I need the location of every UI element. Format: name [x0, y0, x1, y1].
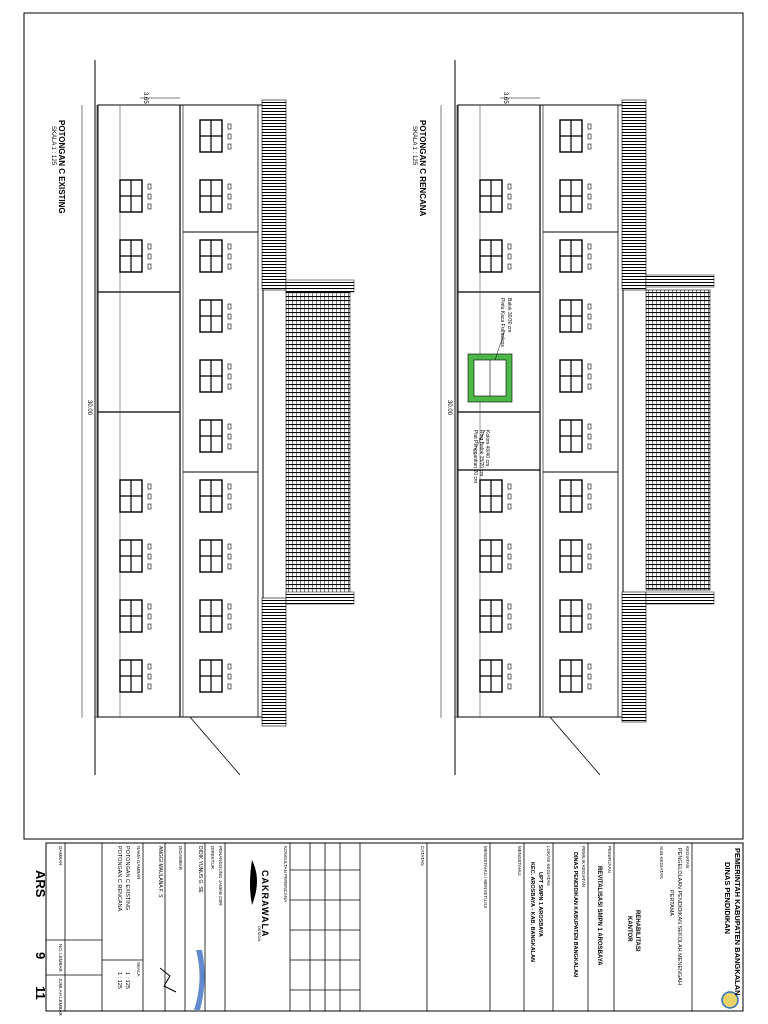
kode-label: GAMBAR: [58, 846, 63, 866]
jumlah-label: JUMLAH LEMBAR: [58, 978, 63, 1016]
existing-dim-top: 3.65: [142, 92, 148, 104]
pemilik-label: PEMILIK KEGIATAN: [581, 846, 586, 888]
lokasi-label: LOKASI KEGIATAN: [546, 846, 551, 886]
skala-label: SKALA: [136, 962, 141, 977]
existing-dim-total: 30.00: [86, 400, 92, 416]
pemilik-value: DINAS PENDIDIKAN KABUPATEN BANGKALAN: [572, 852, 578, 978]
direktur-name: DIDIK YUNUS G. SE: [197, 846, 203, 893]
direktur-label: DIREKTUR: [210, 846, 215, 870]
lokasi-value-1: UPT SMPN 1 AROSBAYA: [537, 872, 543, 937]
no-lembar-label: NO. LEMBAR: [58, 944, 63, 972]
konsultan-small: DESIGN: [257, 926, 262, 942]
pekerjaan-value: REVITALISASI SMPN 1 AROSBAYA: [596, 866, 602, 966]
signature-icon: [160, 968, 176, 992]
note-kolom: Kolom 40/40 cm: [484, 430, 490, 467]
mengetahui-menyetujui-label: MENGETAHUI / MENYETUJUI: [483, 846, 488, 909]
skala-2: 1 : 125: [116, 972, 122, 989]
rencana-scale: SKALA 1 : 125: [411, 126, 417, 166]
konsultan-label: KONSULTAN PERENCANA: [283, 846, 288, 903]
nama-gambar-label: NAMA GAMBAR: [136, 846, 141, 880]
existing-scale: SKALA 1 : 125: [50, 126, 56, 166]
mengetahui-label: MENGETAHUI: [517, 846, 522, 876]
jumlah-value: 11: [33, 986, 48, 1000]
kegiatan-label: KEGIATAN: [685, 846, 690, 869]
subkegiatan-value-1: REHABILITASI: [634, 910, 640, 952]
consultant-logo-icon: [250, 860, 257, 905]
rencana-title: POTONGAN C RENCANA: [418, 120, 427, 217]
note-pintu: Pintu Kaca Frameless: [499, 298, 505, 347]
note-ring-balok: Ring Balok 15/20 cm: [478, 430, 484, 477]
digambar-label: DIGAMBAR: [178, 846, 183, 871]
consultant-stamp-icon: [194, 950, 205, 1010]
gambar-2: POTONGAN C RENCANA: [116, 846, 122, 912]
agency-line-1: PEMERINTAH KABUPATEN BANGKALAN: [733, 848, 742, 996]
pekerjaan-label: PEKERJAAN: [607, 846, 612, 873]
kode-value: ARS: [33, 870, 48, 898]
no-lembar-value: 9: [33, 952, 48, 960]
skala-1: 1 : 125: [124, 972, 130, 989]
existing-title: POTONGAN C EXISTING: [57, 120, 66, 214]
note-balok: Balok 30/30 cm: [506, 298, 512, 333]
agency-line-2: DINAS PENDIDIKAN: [723, 862, 732, 935]
lokasi-value-2: KEC. AROSBAYA - KAB. BANGKALAN: [529, 862, 535, 963]
catatan-label: CATATAN: [420, 846, 425, 866]
subkegiatan-value-2: KANTOR: [626, 916, 632, 942]
rencana-dim-total: 30.00: [446, 400, 452, 416]
konsultan-name: CAKRAWALA: [260, 870, 270, 938]
digambar-name: ANGGI MAULANA F. S: [157, 846, 163, 898]
rencana-dim-top: 3.65: [502, 92, 508, 104]
note-plat: Plat Penggantian 20 cm: [472, 430, 478, 484]
kegiatan-value-2: PERTAMA: [668, 890, 674, 917]
subkegiatan-label: SUB KEGIATAN: [659, 846, 664, 879]
gambar-1: POTONGAN C EXISTING: [124, 846, 130, 911]
penanggung-label: PENANGGUNG JAWAB CBR: [218, 846, 223, 906]
kegiatan-value-1: PENGELOLAAN PENDIDIKAN SEKOLAH MENENGAH: [676, 848, 682, 985]
